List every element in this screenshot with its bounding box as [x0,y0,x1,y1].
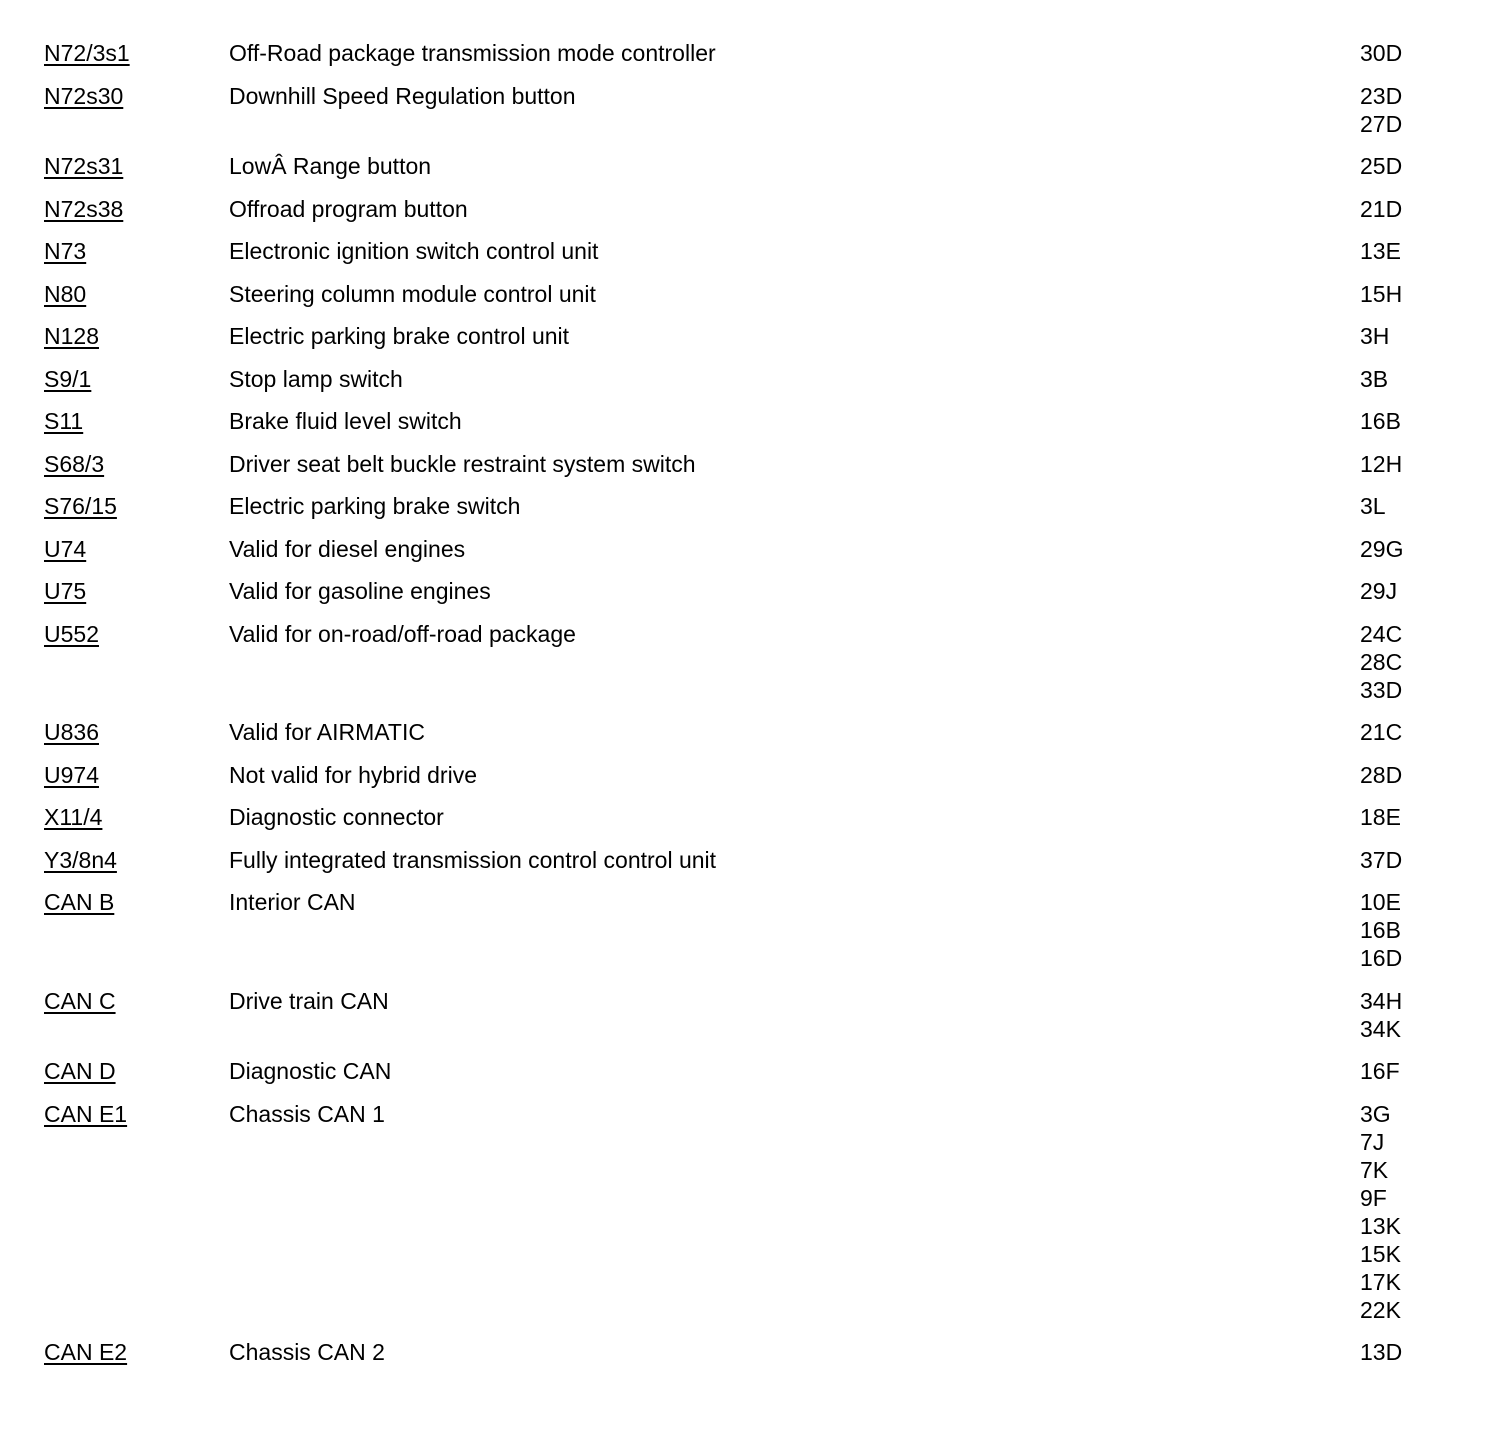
component-description: Off-Road package transmission mode controller [229,40,716,66]
component-description: Valid for gasoline engines [229,578,491,604]
grid-reference: 7K [1360,1156,1389,1183]
component-description: Stop lamp switch [229,365,403,392]
component-code-link[interactable]: N72s31 [44,153,124,179]
component-code-link[interactable]: S76/15 [44,493,117,519]
grid-reference: 16D [1360,945,1403,971]
component-description: Valid for on-road/off-road package [229,620,576,647]
grid-reference-list [1360,535,1480,563]
grid-reference: 21C [1360,719,1403,745]
grid-reference-list [1360,195,1480,223]
grid-reference: 29G [1360,535,1404,562]
grid-reference: 7J [1360,1128,1385,1155]
legend-row [0,492,1504,535]
component-description: Downhill Speed Regulation button [229,82,576,109]
legend-row [0,987,1504,1058]
grid-reference-list [1360,492,1480,520]
legend-row [0,620,1504,719]
component-code-link[interactable]: N128 [44,323,99,349]
grid-reference: 3H [1360,323,1390,349]
grid-reference-list [1360,39,1480,67]
component-description: Chassis CAN 1 [229,1100,385,1127]
component-description: Drive train CAN [229,987,389,1014]
grid-reference: 16B [1360,408,1401,434]
legend-row [0,39,1504,82]
grid-reference-list [1360,450,1480,478]
grid-reference: 13E [1360,238,1401,264]
legend-row [0,152,1504,195]
grid-reference: 34K [1360,1015,1401,1042]
component-code-link[interactable]: N72s30 [44,82,124,109]
grid-reference: 9F [1360,1184,1387,1211]
component-code-link[interactable]: N72s38 [44,195,124,222]
grid-reference: 28C [1360,648,1403,675]
component-description: Driver seat belt buckle restraint system switch [229,450,696,477]
grid-reference: 15H [1360,280,1403,307]
component-code-link[interactable]: N80 [44,280,87,307]
legend-row [0,1100,1504,1339]
grid-reference: 28D [1360,761,1403,788]
grid-reference-list [1360,620,1480,704]
component-code-link[interactable]: CAN E2 [44,1339,128,1365]
component-description: Steering column module control unit [229,280,596,307]
legend-row [0,577,1504,620]
component-code-link[interactable]: U74 [44,535,87,562]
grid-reference-list [1360,280,1480,308]
legend-row [0,888,1504,987]
component-description: Fully integrated transmission control control unit [229,846,717,873]
legend-row [0,535,1504,578]
component-code-link[interactable]: U974 [44,761,99,788]
grid-reference-list [1360,1057,1480,1085]
grid-reference: 3B [1360,365,1389,392]
legend-row [0,407,1504,450]
grid-reference: 23D [1360,82,1403,109]
grid-reference-list [1360,987,1480,1043]
grid-reference-list [1360,152,1480,180]
grid-reference: 29J [1360,578,1398,604]
grid-reference: 34H [1360,987,1403,1014]
grid-reference-list [1360,577,1480,605]
grid-reference-list [1360,407,1480,435]
grid-reference: 30D [1360,40,1403,66]
grid-reference: 15K [1360,1240,1401,1267]
grid-reference-list [1360,761,1480,789]
legend-row [0,846,1504,889]
component-description: Diagnostic CAN [229,1058,392,1084]
component-code-link[interactable]: U75 [44,578,87,604]
grid-reference: 10E [1360,889,1401,915]
grid-reference: 18E [1360,804,1401,830]
legend-row [0,82,1504,153]
legend-row [0,195,1504,238]
legend-row [0,322,1504,365]
grid-reference-list [1360,237,1480,265]
grid-reference: 27D [1360,110,1403,137]
component-description: Electronic ignition switch control unit [229,238,599,264]
component-code-link[interactable]: S11 [44,408,84,434]
component-code-link[interactable]: CAN E1 [44,1100,128,1127]
grid-reference: 3G [1360,1100,1391,1127]
component-code-link[interactable]: U552 [44,620,99,647]
component-code-link[interactable]: CAN D [44,1058,116,1084]
component-code-link[interactable]: X11/4 [44,804,103,830]
component-code-link[interactable]: Y3/8n4 [44,846,117,873]
grid-reference: 22K [1360,1296,1401,1323]
legend-row [0,1338,1504,1381]
grid-reference: 12H [1360,450,1403,477]
grid-reference-list [1360,82,1480,138]
grid-reference-list [1360,718,1480,746]
grid-reference-list [1360,1100,1480,1324]
grid-reference: 33D [1360,676,1403,703]
grid-reference-list [1360,365,1480,393]
grid-reference: 16B [1360,917,1401,943]
component-code-link[interactable]: CAN B [44,889,115,915]
component-description: Valid for diesel engines [229,535,466,562]
component-code-link[interactable]: N73 [44,238,87,264]
grid-reference: 24C [1360,620,1403,647]
legend-row [0,280,1504,323]
grid-reference: 17K [1360,1268,1401,1295]
component-description: Electric parking brake control unit [229,323,570,349]
legend-row [0,237,1504,280]
component-code-link[interactable]: S9/1 [44,365,92,392]
grid-reference: 21D [1360,195,1403,222]
component-code-link[interactable]: N72/3s1 [44,40,130,66]
legend-row [0,365,1504,408]
legend-row [0,1057,1504,1100]
legend-row [0,761,1504,804]
component-code-link[interactable]: S68/3 [44,450,105,477]
component-code-link[interactable]: CAN C [44,987,116,1014]
grid-reference-list [1360,1338,1480,1366]
grid-reference: 25D [1360,153,1403,179]
legend-row [0,803,1504,846]
component-description: Valid for AIRMATIC [229,719,425,745]
legend-row [0,450,1504,493]
component-description: LowÂ Range button [229,153,432,179]
grid-reference: 3L [1360,493,1386,519]
component-description: Not valid for hybrid drive [229,761,477,788]
component-description: Chassis CAN 2 [229,1339,385,1365]
component-description: Diagnostic connector [229,804,444,830]
grid-reference-list [1360,888,1480,972]
grid-reference-list [1360,803,1480,831]
component-description: Brake fluid level switch [229,408,462,434]
grid-reference-list [1360,846,1480,874]
grid-reference-list [1360,322,1480,350]
grid-reference: 13K [1360,1212,1401,1239]
component-description: Offroad program button [229,195,468,222]
legend-row [0,718,1504,761]
component-code-link[interactable]: U836 [44,719,99,745]
grid-reference: 13D [1360,1339,1403,1365]
grid-reference: 16F [1360,1058,1400,1084]
component-description: Interior CAN [229,889,356,915]
component-description: Electric parking brake switch [229,493,521,519]
grid-reference: 37D [1360,846,1403,873]
